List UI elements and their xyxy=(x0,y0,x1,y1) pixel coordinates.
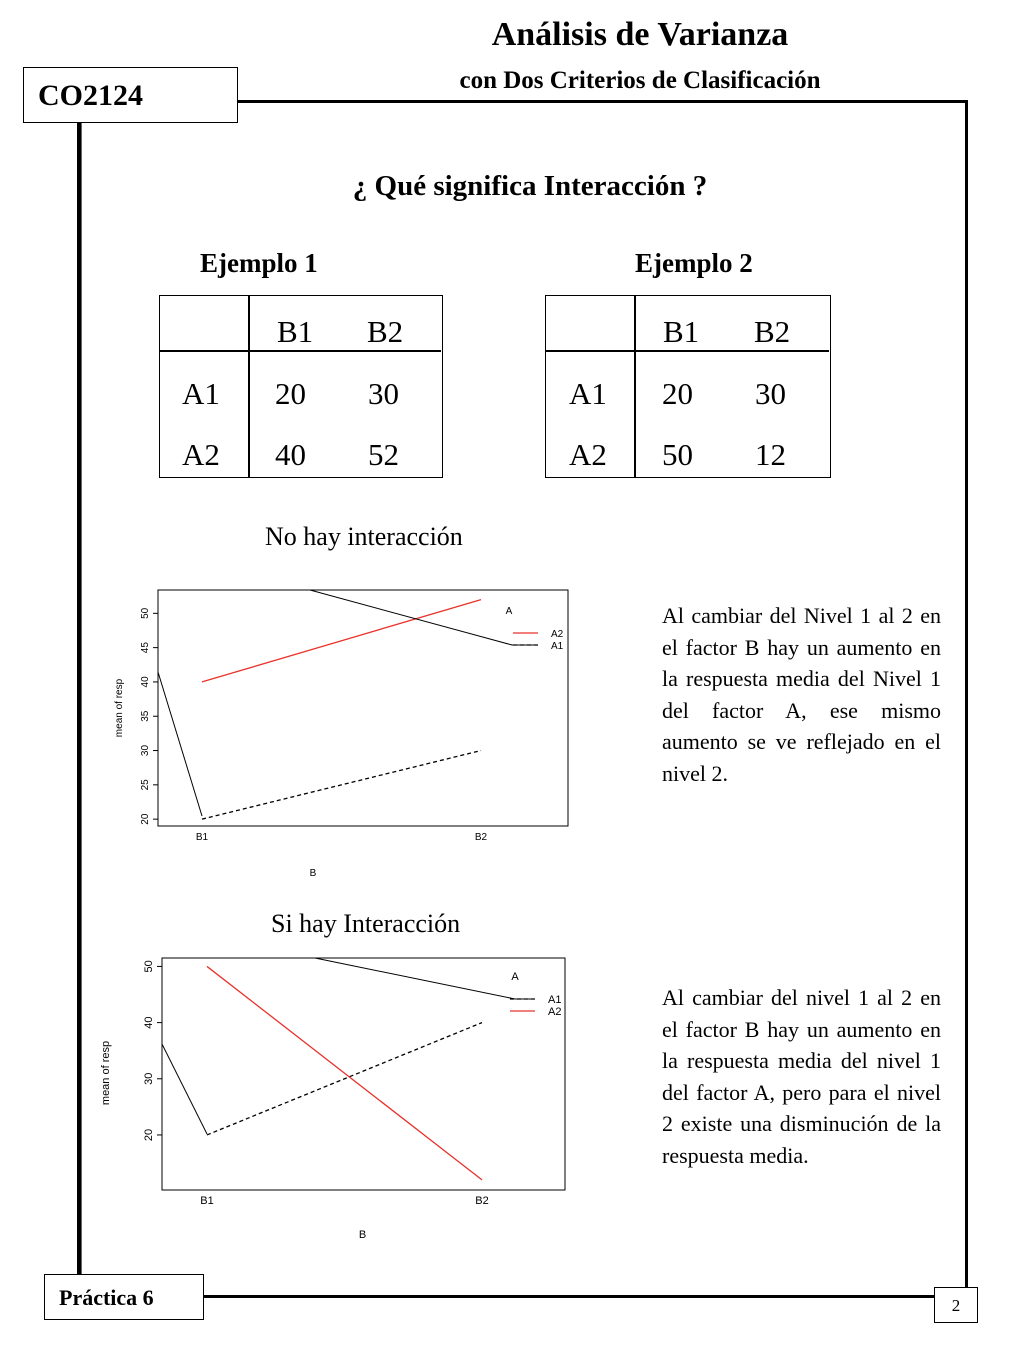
page-number: 2 xyxy=(934,1287,978,1323)
x-tick-label: B2 xyxy=(474,832,488,843)
y-axis-label: mean of resp xyxy=(114,678,125,738)
series-line-a1 xyxy=(202,751,481,820)
col-header: B1 xyxy=(277,314,314,349)
interaction-plot-2 xyxy=(95,950,585,1245)
table-cell: 40 xyxy=(275,437,306,472)
col-header: B2 xyxy=(754,314,791,349)
y-tick-label: 40 xyxy=(140,676,151,688)
practice-badge: Práctica 6 xyxy=(44,1274,204,1320)
series-line-a2 xyxy=(202,600,481,682)
y-tick-label: 25 xyxy=(140,779,151,791)
plot-frame xyxy=(162,958,565,1190)
section-1-explanation: Al cambiar del Nivel 1 al 2 en el factor B hay un aumento en la respuesta media del Nivel 1 del factor A, ese mismo aumento se ve reflejado en el nivel 2. xyxy=(662,603,941,786)
row-header: A1 xyxy=(569,376,607,411)
legend-title: A xyxy=(511,971,519,983)
table-divider xyxy=(546,350,829,352)
series-line-a2 xyxy=(207,966,482,1179)
example-1-table xyxy=(159,295,443,478)
table-cell: 12 xyxy=(755,437,786,472)
course-code-badge: CO2124 xyxy=(23,67,238,123)
y-tick-label: 45 xyxy=(140,642,151,654)
connector-line xyxy=(162,1044,207,1134)
y-tick-label: 20 xyxy=(143,1128,155,1142)
x-axis-label: B xyxy=(309,868,317,879)
section-2-heading: Si hay Interacción xyxy=(271,909,461,938)
y-tick-label: 50 xyxy=(143,960,155,973)
section-1-heading: No hay interacción xyxy=(265,522,463,551)
table-divider xyxy=(160,350,441,352)
page-subtitle: con Dos Criterios de Clasificación xyxy=(459,67,821,94)
table-cell: 20 xyxy=(662,376,693,411)
y-axis-label: mean of resp xyxy=(100,1040,112,1106)
section-2-explanation: Al cambiar del nivel 1 al 2 en el factor B hay un aumento en la respuesta media del nivel 1 del factor A, pero para el nivel 2 existe una disminución de la respuesta media. xyxy=(662,985,941,1168)
row-header: A2 xyxy=(569,437,607,472)
row-header: A1 xyxy=(182,376,220,411)
y-tick-label: 35 xyxy=(140,710,151,722)
table-cell: 30 xyxy=(755,376,786,411)
legend-title: A xyxy=(505,606,513,617)
x-axis-label: B xyxy=(358,1229,367,1241)
y-tick-label: 50 xyxy=(140,607,151,619)
frame-bottom-rule xyxy=(203,1295,965,1298)
plot-frame xyxy=(158,590,568,826)
connector-line xyxy=(310,590,538,645)
y-tick-label: 30 xyxy=(143,1072,155,1085)
example-2-table xyxy=(545,295,831,478)
legend-label: A2 xyxy=(548,1006,562,1018)
col-header: B1 xyxy=(663,314,700,349)
table-cell: 20 xyxy=(275,376,306,411)
x-tick-label: B1 xyxy=(195,832,209,843)
connector-line xyxy=(158,672,202,816)
legend-label: A2 xyxy=(551,629,564,640)
table-divider xyxy=(634,296,636,477)
series-line-a1 xyxy=(207,1023,482,1135)
y-tick-label: 20 xyxy=(140,813,151,825)
table-cell: 52 xyxy=(368,437,399,472)
table-divider xyxy=(248,296,250,477)
y-tick-label: 30 xyxy=(140,744,151,757)
frame-right-rule xyxy=(965,100,968,1280)
table-cell: 50 xyxy=(662,437,693,472)
page-title: Análisis de Varianza xyxy=(491,16,789,53)
section-question: ¿ Qué significa Interacción ? xyxy=(352,170,708,202)
frame-top-rule xyxy=(238,100,968,103)
y-tick-label: 40 xyxy=(143,1016,155,1029)
row-header: A2 xyxy=(182,437,220,472)
interaction-plot-1 xyxy=(105,580,585,890)
x-tick-label: B2 xyxy=(475,1195,489,1207)
example-2-label: Ejemplo 2 xyxy=(635,248,753,278)
example-1-label: Ejemplo 1 xyxy=(200,248,318,278)
connector-line xyxy=(315,958,535,999)
col-header: B2 xyxy=(367,314,404,349)
legend-label: A1 xyxy=(548,994,562,1006)
x-tick-label: B1 xyxy=(200,1195,214,1207)
frame-left-shadow xyxy=(81,122,82,1297)
legend-label: A1 xyxy=(551,641,564,652)
table-cell: 30 xyxy=(368,376,399,411)
